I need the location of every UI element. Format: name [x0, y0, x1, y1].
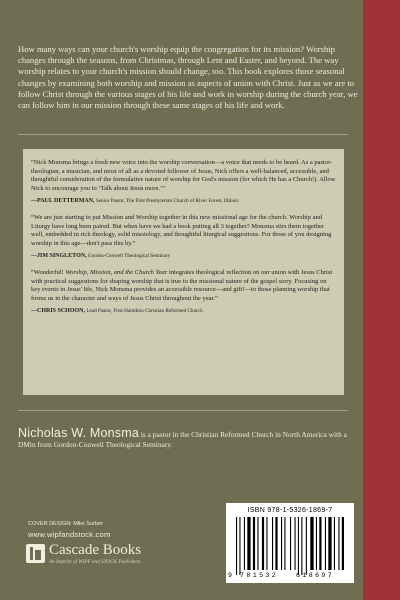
- barcode-bar: [295, 517, 296, 570]
- barcode-bar: [247, 517, 250, 570]
- barcode-bar: [306, 517, 307, 575]
- publisher-tagline: An Imprint of WIPF and STOCK Publishers: [49, 559, 141, 565]
- author-bio-text: is a pastor in the Christian Reformed Church in North America with a DMin from Gordon-Conwell Theological Seminary.: [18, 430, 347, 449]
- publisher-website: www.wipfandstock.com: [28, 530, 111, 539]
- barcode-bar: [328, 517, 331, 570]
- barcode-bar: [325, 517, 326, 570]
- endorsement-attribution: [31, 198, 337, 205]
- barcode-bar: [298, 517, 299, 575]
- barcode-bar: [236, 517, 237, 575]
- blurb-text: How many ways can your church's worship equip the congregation for its mission? Worship changes through the seasons, from Christmas, through Lent and Easter, and beyond. The way worship relates to your church's mission should change, too. This book explores those seasonal changes by examining both worship and mission as aspects of union with Christ. Just as we are to follow Christ through the various stages of his life and work in worship during the church year, we can follow him in our mission through these same stages of his life and work.: [18, 44, 358, 111]
- author-name: Nicholas W. Monsma: [18, 426, 139, 440]
- publisher-mark-icon: [26, 544, 45, 563]
- barcode-right-digits: 618697: [296, 572, 335, 579]
- endorser-role: Gordon-Conwell Theological Seminary: [87, 253, 171, 259]
- endorsement-attribution: [31, 308, 337, 315]
- barcode-bar: [319, 517, 321, 570]
- barcode-bar: [253, 517, 255, 570]
- barcode-first-digit: 9: [228, 572, 232, 579]
- endorser-role: Senior Pastor, The First Presbyterian Church of River Forest, Illinois: [95, 198, 239, 204]
- barcode-bar: [310, 517, 313, 570]
- barcode-bars: [234, 517, 346, 575]
- publisher-logo: [26, 543, 196, 569]
- spine-strip: [363, 0, 400, 600]
- barcode-bar: [342, 517, 344, 570]
- endorser-role: Lead Pastor, First Hamilton Christian Reformed Church: [86, 308, 203, 314]
- barcode-bar: [301, 517, 302, 575]
- author-bio: [18, 428, 363, 450]
- barcode-bar: [272, 517, 273, 570]
- endorsement-quote: [31, 269, 337, 303]
- isbn-barcode: [226, 503, 354, 583]
- endorsement-quote: “Nick Monsma brings a fresh new voice into the worship conversation—a voice that needs to be heard. As a pastor-theologian, a musician, and most of all as a devoted follower of Jesus, Nick offers a well-balanced, accessible, and thoughtful consideration of the formulative nature of worship for God's mission (for which He has a Church!). Allow Nick to encourage you to ‘Talk about Jesus more.’”: [31, 159, 336, 192]
- barcode-left-digits: 781532: [240, 572, 279, 579]
- endorsement-quote: “We are just starting to put Mission and Worship together in this new missional age for the church. Worship and Liturgy have long been paired. But when have we had a book putting all 3 together? Monsma stirs them together well, embedded in rich theology, solid missiology, and thoughtful liturgical suggestions. For those of you designing worship in this age—don't pass this by.”: [31, 214, 332, 247]
- barcode-bar: [262, 517, 264, 570]
- barcode-bar: [316, 517, 317, 570]
- endorser-name: —PAUL DETTERMAN,: [31, 198, 95, 204]
- barcode-bar: [239, 517, 240, 575]
- barcode-bar: [257, 517, 258, 570]
- barcode-bar: [338, 517, 339, 570]
- divider-bottom: [18, 410, 348, 411]
- cover-design-credit: COVER DESIGN: Mike Surber: [28, 521, 103, 527]
- barcode-bar: [244, 517, 245, 570]
- barcode-bar: [290, 517, 291, 570]
- publisher-name: Cascade Books: [49, 542, 142, 558]
- barcode-bar: [281, 517, 282, 570]
- quote-book-title: Worship, Mission, and the Church Year: [65, 269, 168, 276]
- barcode-bar: [284, 517, 285, 570]
- barcode-bar: [266, 517, 267, 570]
- endorsement-attribution: [31, 253, 337, 260]
- barcode-bar: [275, 517, 277, 570]
- endorsements-panel: [23, 149, 344, 395]
- quote-text: “Wonderful!: [31, 269, 66, 276]
- endorser-name: —JIM SINGLETON,: [31, 253, 87, 259]
- barcode-bar: [334, 517, 335, 570]
- divider-top: [18, 134, 348, 135]
- endorser-name: —CHRIS SCHOON,: [31, 308, 86, 314]
- isbn-label: ISBN 978-1-5326-1869-7: [247, 507, 333, 514]
- quote-text: integrates theological reflection on our union with Jesus Christ with practical suggestions for shaping worship that is true to the missional nature of the gospel story. Focusing on key events in Jesus' life, Nick Monsma provides an accessible resource—and gift!—to those planning worship that forms us in the character and ways of Jesus Christ throughout the year.”: [31, 269, 333, 302]
